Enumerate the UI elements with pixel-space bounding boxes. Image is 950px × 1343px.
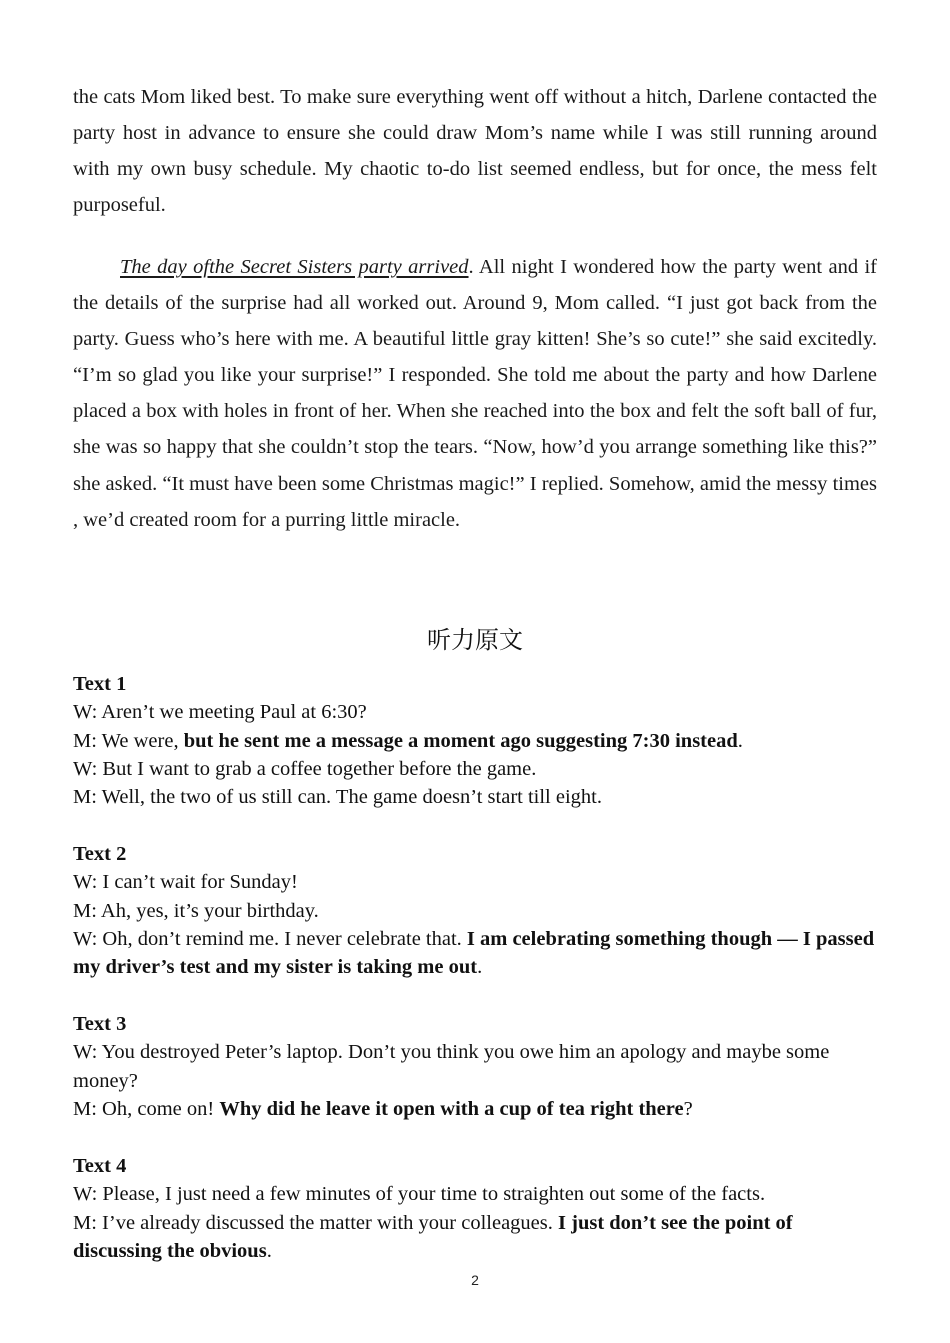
answer-highlight: but he sent me a message a moment ago suggesting 7:30 instead xyxy=(183,729,738,752)
listening-text-4 xyxy=(73,1152,883,1265)
dialogue-line: W: But I want to grab a coffee together before the game. xyxy=(73,757,537,780)
dialogue-line: W: You destroyed Peter’s laptop. Don’t you think you owe him an apology and maybe some money? xyxy=(73,1041,830,1092)
story-paragraph-2 xyxy=(73,249,877,538)
dialogue-line: M: I’ve already discussed the matter with your colleagues. I just don’t see the point of discussing the obvious. xyxy=(73,1211,793,1262)
text-title: Text 1 xyxy=(73,673,127,695)
answer-highlight: I am celebrating something though — I passed my driver’s test and my sister is taking me out xyxy=(73,927,875,979)
dialogue-line: W: Aren’t we meeting Paul at 6:30? xyxy=(73,701,367,724)
text-title: Text 4 xyxy=(73,1155,127,1177)
dialogue-line: M: We were, but he sent me a message a moment ago suggesting 7:30 instead. xyxy=(73,729,743,752)
text-title: Text 3 xyxy=(73,1013,127,1035)
section-heading: 听力原文 xyxy=(427,626,523,654)
page-number: 2 xyxy=(471,1272,479,1288)
listening-text-3 xyxy=(73,1010,883,1123)
dialogue-line: W: Please, I just need a few minutes of your time to straighten out some of the facts. xyxy=(73,1183,766,1206)
dialogue-line: M: Well, the two of us still can. The game doesn’t start till eight. xyxy=(73,786,602,809)
story-paragraph-1: the cats Mom liked best. To make sure everything went off without a hitch, Darlene contacted the party host in advance to ensure she could draw Mom’s name while I was still running around with my own busy schedule. My chaotic to-do list seemed endless, but for once, the mess felt purposeful. xyxy=(73,86,877,217)
answer-highlight: I just don’t see the point of discussing the obvious xyxy=(73,1211,793,1262)
dialogue-line: M: Oh, come on! Why did he leave it open with a cup of tea right there? xyxy=(73,1097,693,1120)
dialogue-line: W: I can’t wait for Sunday! xyxy=(73,871,298,894)
dialogue-line: W: Oh, don’t remind me. I never celebrate that. I am celebrating something though — I passed my driver’s test and my sister is taking me out. xyxy=(73,927,875,979)
listening-text-1 xyxy=(73,670,883,811)
answer-highlight: Why did he leave it open with a cup of tea right there xyxy=(219,1097,684,1120)
text-title: Text 2 xyxy=(73,843,127,865)
underlined-sentence: The day ofthe Secret Sisters party arrived xyxy=(120,256,469,278)
listening-text-2 xyxy=(73,840,883,981)
story-paragraph-2-text: . All night I wondered how the party went and if the details of the surprise had all worked out. Around 9, Mom called. “I just got back from the party. Guess who’s here with me. A beautiful little gray kitten! She’s so cute!” she said excitedly. “I’m so glad you like your surprise!” I responded. She told me about the party and how Darlene placed a box with holes in front of her. When she reached into the box and felt the soft ball of fur, she was so happy that she couldn’t stop the tears. “Now, how’d you arrange something like this?” she asked. “It must have been some Christmas magic!” I replied. Somehow, amid the messy times , we’d created room for a purring little miracle. xyxy=(73,256,878,531)
dialogue-line: M: Ah, yes, it’s your birthday. xyxy=(73,899,319,922)
